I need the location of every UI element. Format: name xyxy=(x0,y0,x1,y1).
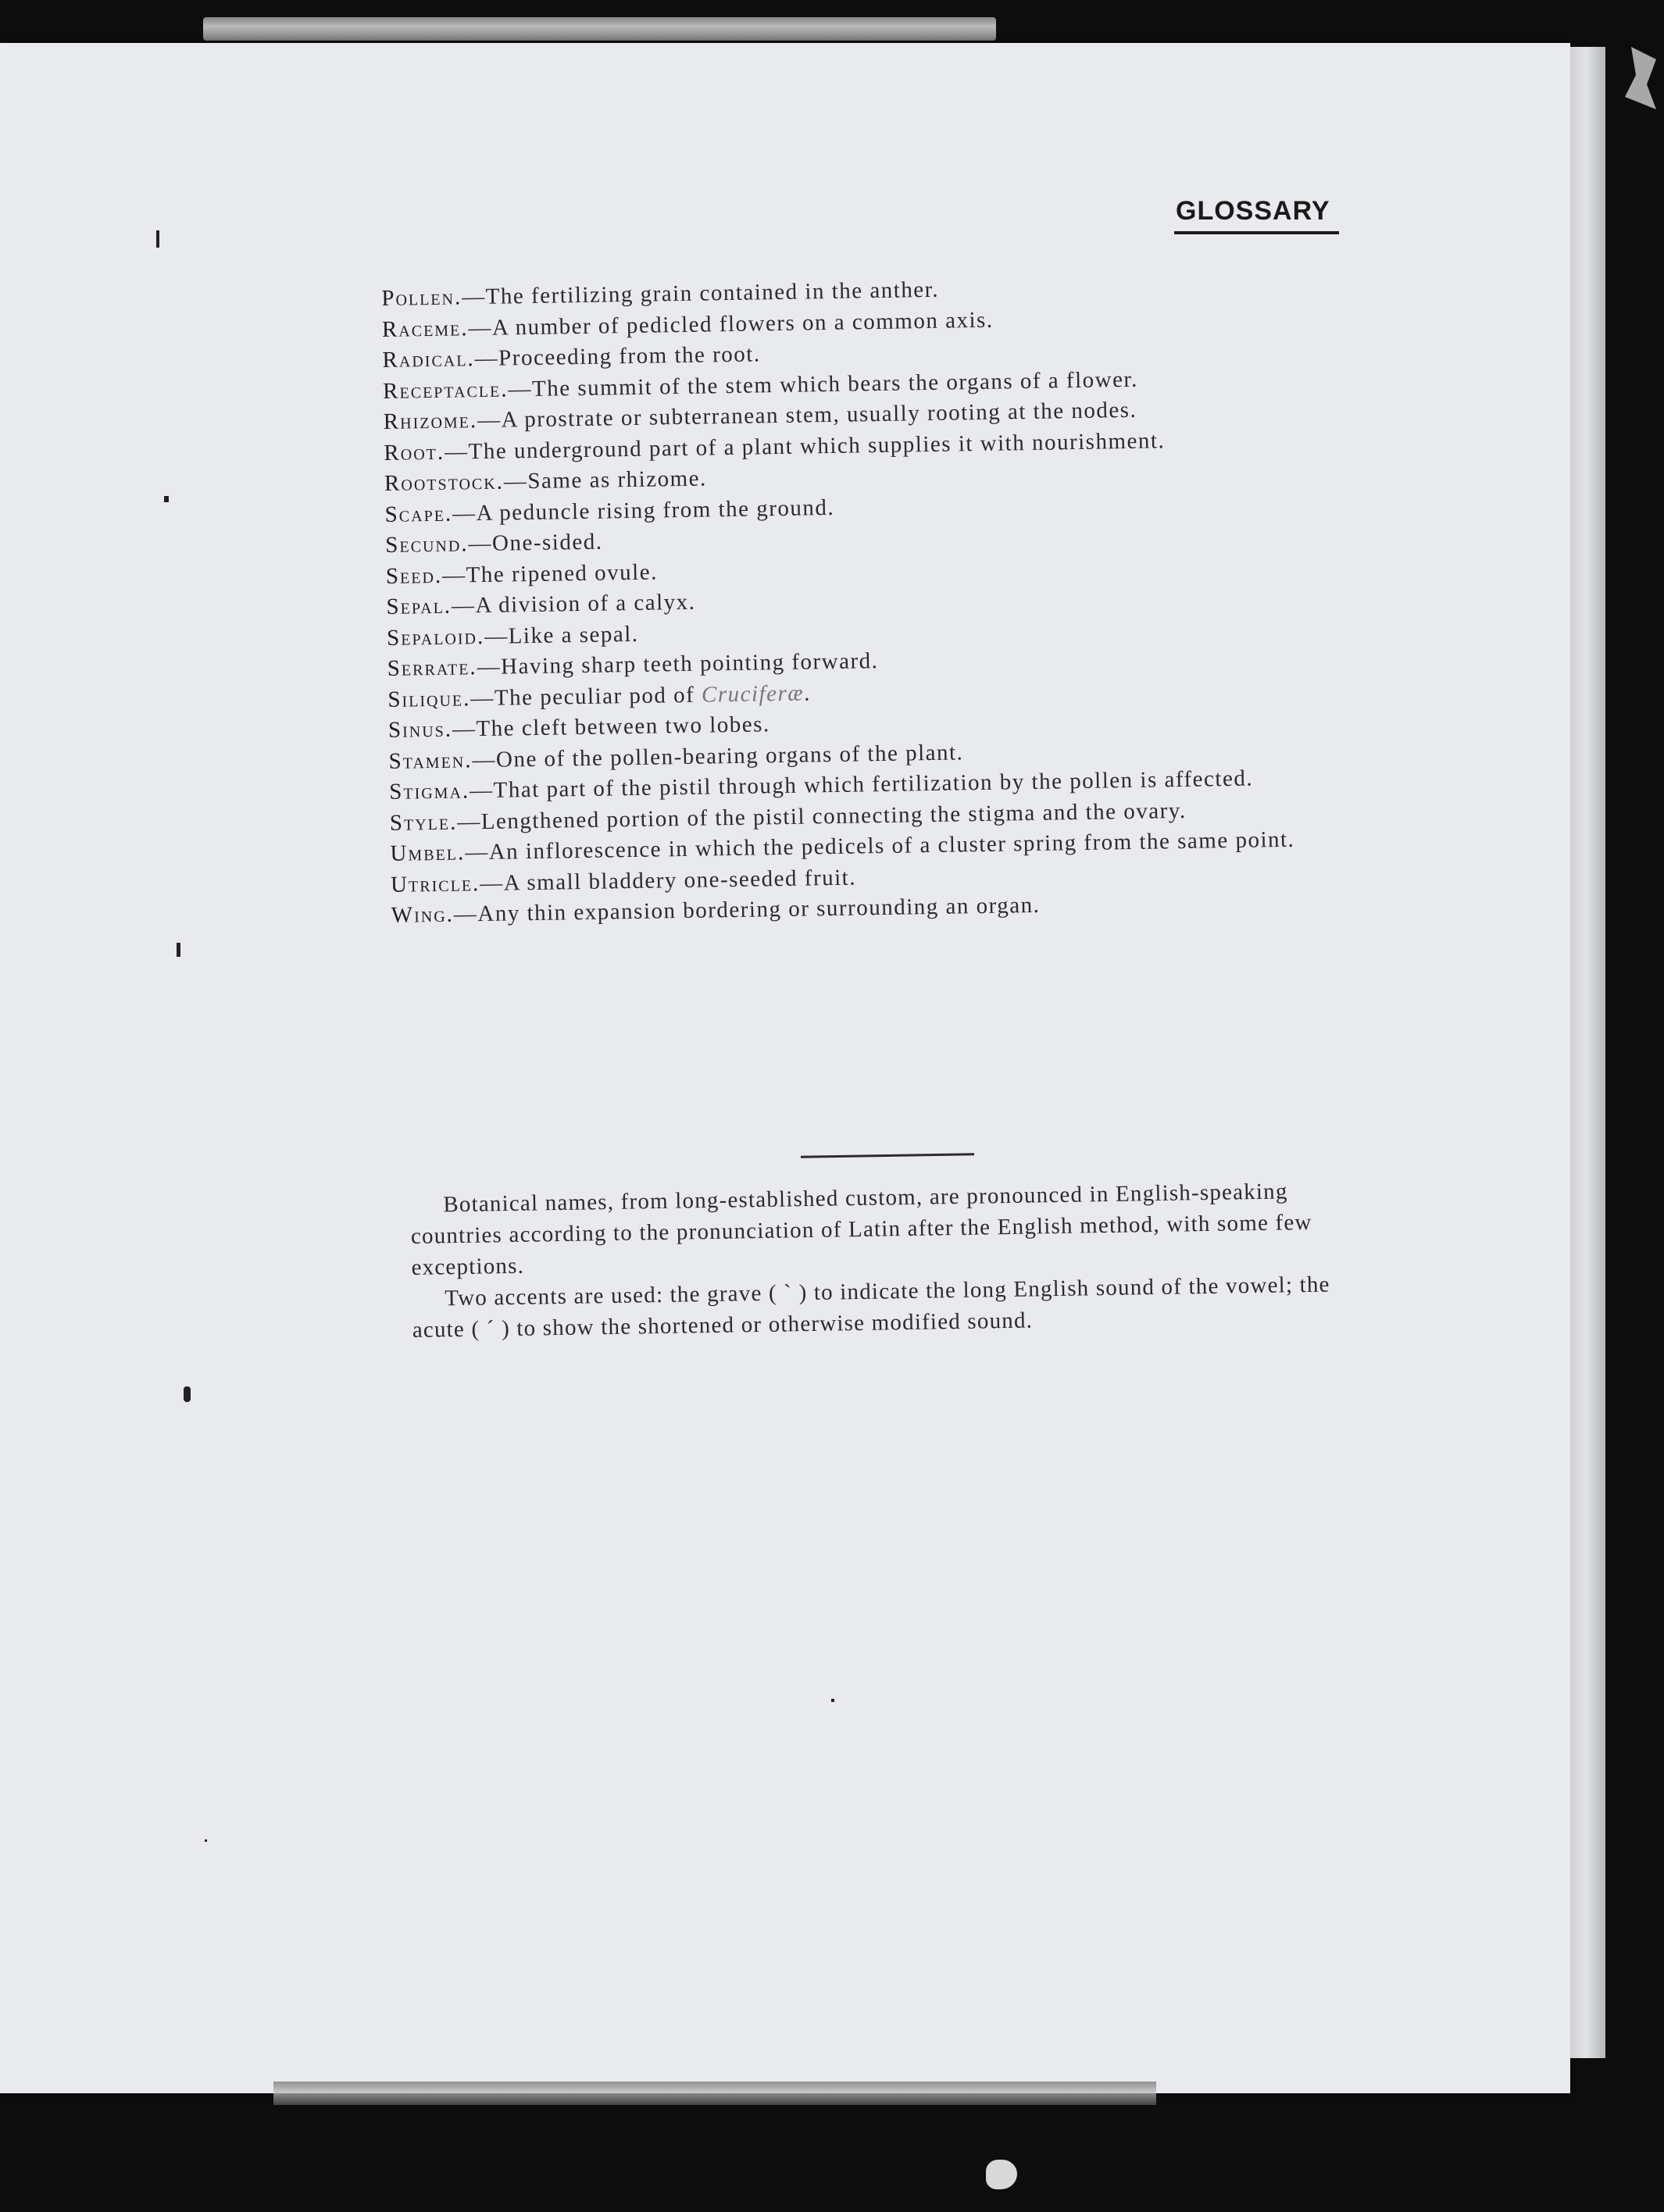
entry-separator: — xyxy=(451,593,476,619)
entry-separator: — xyxy=(503,469,528,494)
entry-definition: Having sharp teeth pointing forward. xyxy=(500,648,879,680)
entry-definition: The summit of the stem which bears the organs of a flower. xyxy=(531,366,1138,401)
entry-separator: — xyxy=(484,623,509,649)
entry-term: Raceme. xyxy=(381,315,469,342)
entry-term: Rootstock. xyxy=(384,469,505,496)
entry-term: Umbel. xyxy=(390,840,466,866)
entry-separator: — xyxy=(468,530,493,557)
entry-definition: A division of a calyx. xyxy=(475,589,696,619)
entry-definition: One-sided. xyxy=(491,529,603,556)
margin-speck xyxy=(205,1839,207,1842)
margin-speck xyxy=(184,1386,191,1402)
entry-definition: Proceeding from the root. xyxy=(498,341,761,371)
entry-definition: A prostrate or subterranean stem, usually rooting at the nodes. xyxy=(501,397,1137,433)
entry-definition: A peduncle rising from the ground. xyxy=(476,494,835,526)
entry-term: Secund. xyxy=(385,531,469,558)
entry-term: Utricle. xyxy=(390,870,480,897)
entry-definition: Like a sepal. xyxy=(508,621,639,648)
entry-definition: A number of pedicled flowers on a common axis. xyxy=(491,307,994,341)
scan-top-edge-strip xyxy=(203,17,996,41)
entry-definition: Lengthened portion of the pistil connecting the stigma and the ovary. xyxy=(480,797,1187,834)
entry-separator: — xyxy=(480,870,505,896)
entry-separator: — xyxy=(508,376,533,401)
margin-speck xyxy=(164,496,169,502)
glossary-entries xyxy=(381,268,1384,931)
entry-separator: — xyxy=(461,284,486,310)
entry-separator: — xyxy=(477,407,502,433)
section-divider xyxy=(801,1153,974,1158)
entry-definition: The ripened ovule. xyxy=(466,558,659,587)
entry-definition: A small bladdery one-seeded fruit. xyxy=(503,865,857,896)
entry-term: Sinus. xyxy=(387,716,453,743)
entry-definition-end: . xyxy=(803,680,812,706)
entry-term: Root. xyxy=(384,439,445,466)
entry-definition: The peculiar pod of xyxy=(494,682,702,711)
entry-separator: — xyxy=(452,716,477,742)
entry-separator: — xyxy=(453,901,478,927)
entry-term: Serrate. xyxy=(387,655,477,681)
entry-term: Sepal. xyxy=(386,593,452,619)
heading-underline xyxy=(1174,231,1339,234)
entry-term: Wing. xyxy=(391,901,455,928)
entry-term: Sepaloid. xyxy=(386,623,485,651)
entry-definition: One of the pollen-bearing organs of the plant. xyxy=(495,739,964,772)
entry-definition: Any thin expansion bordering or surrounding an organ. xyxy=(477,892,1041,927)
entry-separator: — xyxy=(472,747,497,772)
notes-paragraph: Two accents are used: the grave ( ` ) to indicate the long English sound of the vowel; the acute ( ´ ) to show the shortened or otherwise modified sound. xyxy=(412,1272,1330,1343)
entry-definition: The underground part of a plant which supplies it with nourishment. xyxy=(468,427,1166,464)
entry-separator: — xyxy=(469,777,494,804)
entry-term: Stamen. xyxy=(388,747,473,774)
margin-speck xyxy=(156,230,159,248)
scan-corner-artifact xyxy=(1625,47,1656,109)
entry-definition: The fertilizing grain contained in the anther. xyxy=(485,276,940,309)
entry-separator: — xyxy=(474,345,499,372)
scan-bottom-edge-strip xyxy=(273,2082,1156,2105)
entry-term: Silique. xyxy=(387,685,471,712)
entry-separator: — xyxy=(468,315,493,341)
notes-paragraph: Botanical names, from long-established custom, are pronounced in English-speaking countries according to the pronunciation of Latin after the English method, with some few exceptions. xyxy=(410,1179,1312,1280)
scan-bottom-artifact xyxy=(986,2160,1017,2189)
page-heading: GLOSSARY xyxy=(1176,196,1330,226)
entry-term: Rhizome. xyxy=(383,408,478,434)
entry-term: Scape. xyxy=(384,501,453,527)
entry-term: Receptacle. xyxy=(382,376,509,404)
entry-definition: An inflorescence in which the pedicels of a cluster spring from the same point. xyxy=(488,826,1295,865)
entry-separator: — xyxy=(464,839,489,865)
entry-definition: The cleft between two lobes. xyxy=(476,712,770,742)
entry-separator: — xyxy=(452,500,477,526)
entry-separator: — xyxy=(444,438,469,465)
book-page xyxy=(0,43,1570,2093)
entry-term: Seed. xyxy=(385,562,443,589)
entry-separator: — xyxy=(441,562,466,588)
page-right-edge xyxy=(1570,47,1605,2058)
entry-term: Radical. xyxy=(382,346,475,373)
entry-term: Pollen. xyxy=(381,284,462,311)
entry-definition: That part of the pistil through which fertilization by the pollen is affected. xyxy=(493,765,1254,803)
entry-definition: Same as rhizome. xyxy=(527,466,707,494)
entry-term: Style. xyxy=(389,809,458,836)
entry-separator: — xyxy=(470,685,495,711)
entry-italic-name: Cruciferæ xyxy=(701,680,805,708)
entry-separator: — xyxy=(477,654,502,680)
entry-term: Stigma. xyxy=(388,778,470,805)
margin-speck xyxy=(831,1699,834,1702)
pronunciation-notes xyxy=(410,1175,1377,1346)
entry-separator: — xyxy=(457,808,482,835)
margin-speck xyxy=(177,943,180,957)
